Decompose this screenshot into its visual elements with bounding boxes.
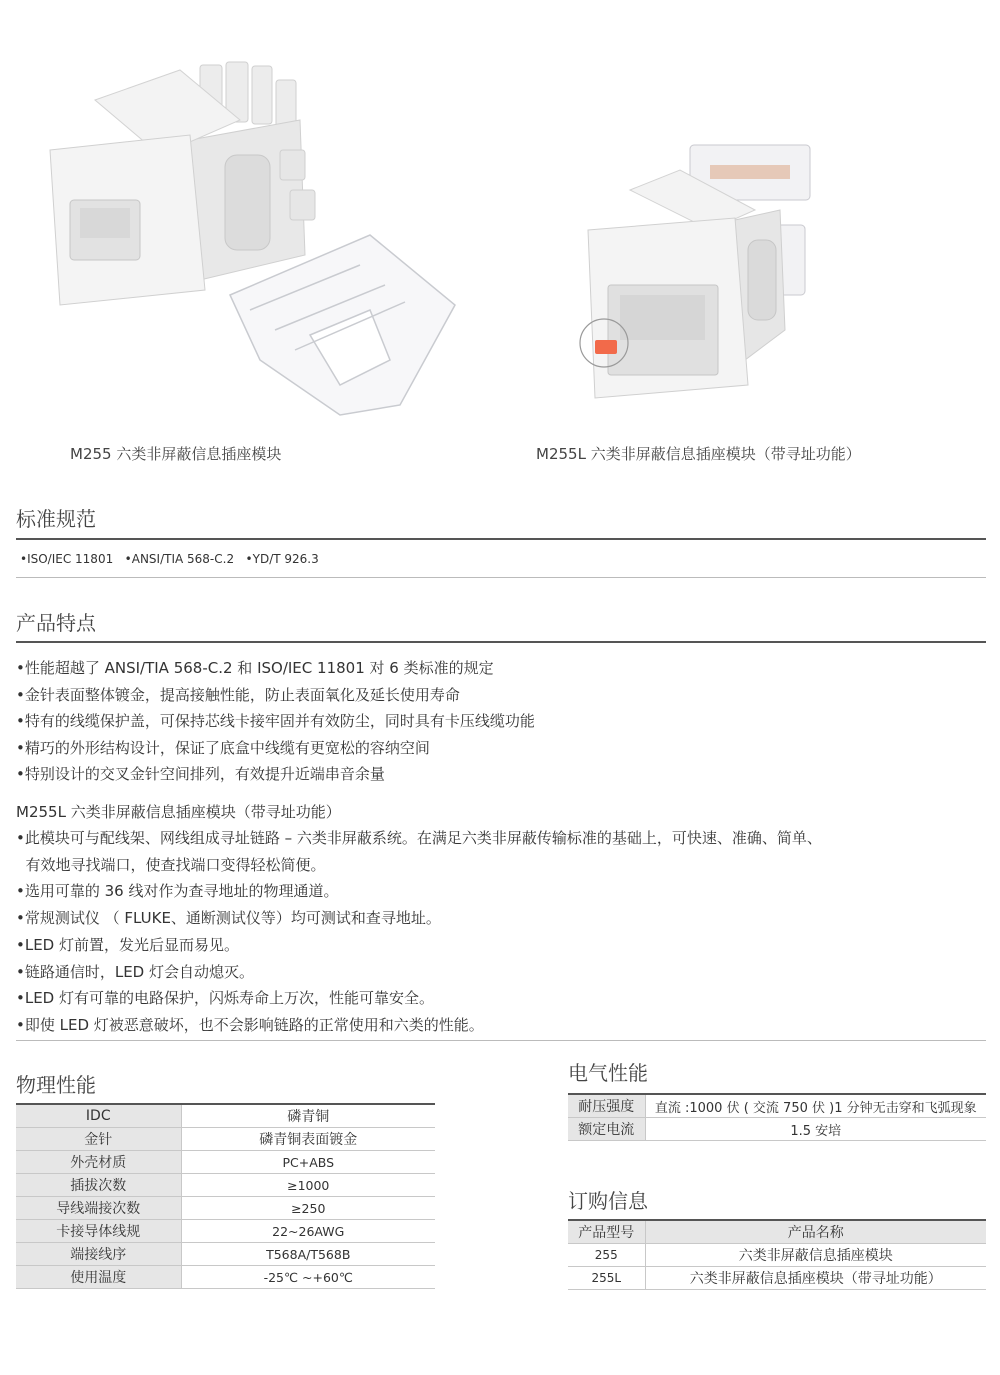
feature-sub-item: •链路通信时，LED 灯会自动熄灭。 <box>16 962 255 981</box>
physical-value: PC+ABS <box>181 1151 435 1174</box>
electrical-table <box>568 1093 986 1141</box>
electrical-value: 1.5 安培 <box>645 1118 986 1141</box>
feature-sub-item: •LED 灯前置，发光后显而易见。 <box>16 935 240 954</box>
feature-sub-item: •选用可靠的 36 线对作为查寻地址的物理通道。 <box>16 882 339 901</box>
physical-key: 端接线序 <box>16 1243 181 1266</box>
physical-value: 磷青铜 <box>181 1104 435 1128</box>
product-caption-m255l: M255L 六类非屏蔽信息插座模块（带寻址功能） <box>536 445 861 463</box>
product-image-m255 <box>40 40 470 430</box>
standards-bottom-rule <box>16 577 986 578</box>
ordering-header-name: 产品名称 <box>645 1220 986 1244</box>
table-row <box>568 1094 986 1118</box>
table-row <box>16 1197 435 1220</box>
table-row <box>16 1151 435 1174</box>
physical-key: IDC <box>16 1104 181 1128</box>
ordering-model: 255 <box>568 1244 645 1267</box>
physical-value: T568A/T568B <box>181 1243 435 1266</box>
standard-item: •ISO/IEC 11801 <box>20 552 114 566</box>
physical-value: ≥1000 <box>181 1174 435 1197</box>
physical-key: 使用温度 <box>16 1266 181 1289</box>
feature-item: •特有的线缆保护盖，可保持芯线卡接牢固并有效防尘，同时具有卡压线缆功能 <box>16 712 535 730</box>
feature-item: •性能超越了 ANSI/TIA 568-C.2 和 ISO/IEC 11801 对 6 类标准的规定 <box>16 659 494 677</box>
table-row <box>16 1174 435 1197</box>
feature-item: •金针表面整体镀金，提高接触性能，防止表面氧化及延长使用寿命 <box>16 685 460 704</box>
electrical-key: 额定电流 <box>568 1118 645 1141</box>
feature-sub-item: 有效地寻找端口，使查找端口变得轻松简便。 <box>16 855 326 874</box>
physical-table <box>16 1103 435 1289</box>
ordering-table <box>568 1219 986 1290</box>
table-row <box>16 1243 435 1266</box>
physical-value: -25℃ ~+60℃ <box>181 1266 435 1289</box>
table-row <box>16 1266 435 1289</box>
standards-title: 标准规范 <box>16 507 96 531</box>
physical-key: 外壳材质 <box>16 1151 181 1174</box>
table-row <box>568 1118 986 1141</box>
standard-item: •YD/T 926.3 <box>245 552 319 566</box>
standards-list <box>20 552 319 566</box>
table-header-row <box>568 1220 986 1244</box>
physical-value: 磷青铜表面镀金 <box>181 1128 435 1151</box>
ordering-title: 订购信息 <box>568 1189 648 1213</box>
standards-rule <box>16 538 986 540</box>
physical-value: ≥250 <box>181 1197 435 1220</box>
feature-sub-item: •此模块可与配线架、网线组成寻址链路 – 六类非屏蔽系统。在满足六类非屏蔽传输标准的基础上，可快速、准确、简单、 <box>16 829 822 847</box>
table-row <box>16 1220 435 1243</box>
product-image-m255l <box>570 130 840 410</box>
table-row <box>16 1128 435 1151</box>
table-row <box>568 1244 986 1267</box>
electrical-title: 电气性能 <box>568 1061 648 1085</box>
standard-item: •ANSI/TIA 568-C.2 <box>124 552 235 566</box>
physical-key: 卡接导体线规 <box>16 1220 181 1243</box>
feature-sub-item: •即使 LED 灯被恶意破坏，也不会影响链路的正常使用和六类的性能。 <box>16 1015 484 1034</box>
physical-key: 导线端接次数 <box>16 1197 181 1220</box>
feature-item: •精巧的外形结构设计，保证了底盒中线缆有更宽松的容纳空间 <box>16 738 430 757</box>
ordering-model: 255L <box>568 1267 645 1290</box>
feature-subtitle: M255L 六类非屏蔽信息插座模块（带寻址功能） <box>16 803 341 821</box>
physical-key: 插拔次数 <box>16 1174 181 1197</box>
ordering-name: 六类非屏蔽信息插座模块 <box>645 1244 986 1267</box>
feature-sub-item: •LED 灯有可靠的电路保护，闪烁寿命上万次，性能可靠安全。 <box>16 989 435 1008</box>
electrical-key: 耐压强度 <box>568 1094 645 1118</box>
features-title: 产品特点 <box>16 611 96 635</box>
feature-sub-item: •常规测试仪 （ FLUKE、通断测试仪等）均可测试和查寻地址。 <box>16 909 441 928</box>
features-rule <box>16 641 986 643</box>
physical-key: 金针 <box>16 1128 181 1151</box>
product-caption-m255: M255 六类非屏蔽信息插座模块 <box>70 445 282 463</box>
electrical-value: 直流 :1000 伏 ( 交流 750 伏 )1 分钟无击穿和飞弧现象 <box>645 1094 986 1118</box>
table-row <box>568 1267 986 1290</box>
ordering-header-model: 产品型号 <box>568 1220 645 1244</box>
physical-title: 物理性能 <box>16 1073 96 1097</box>
features-bottom-rule <box>16 1040 986 1041</box>
feature-sub-list <box>16 825 822 1039</box>
ordering-name: 六类非屏蔽信息插座模块（带寻址功能） <box>645 1267 986 1290</box>
physical-value: 22~26AWG <box>181 1220 435 1243</box>
feature-item: •特别设计的交叉金针空间排列，有效提升近端串音余量 <box>16 765 385 783</box>
features-list <box>16 655 535 788</box>
table-row <box>16 1104 435 1128</box>
